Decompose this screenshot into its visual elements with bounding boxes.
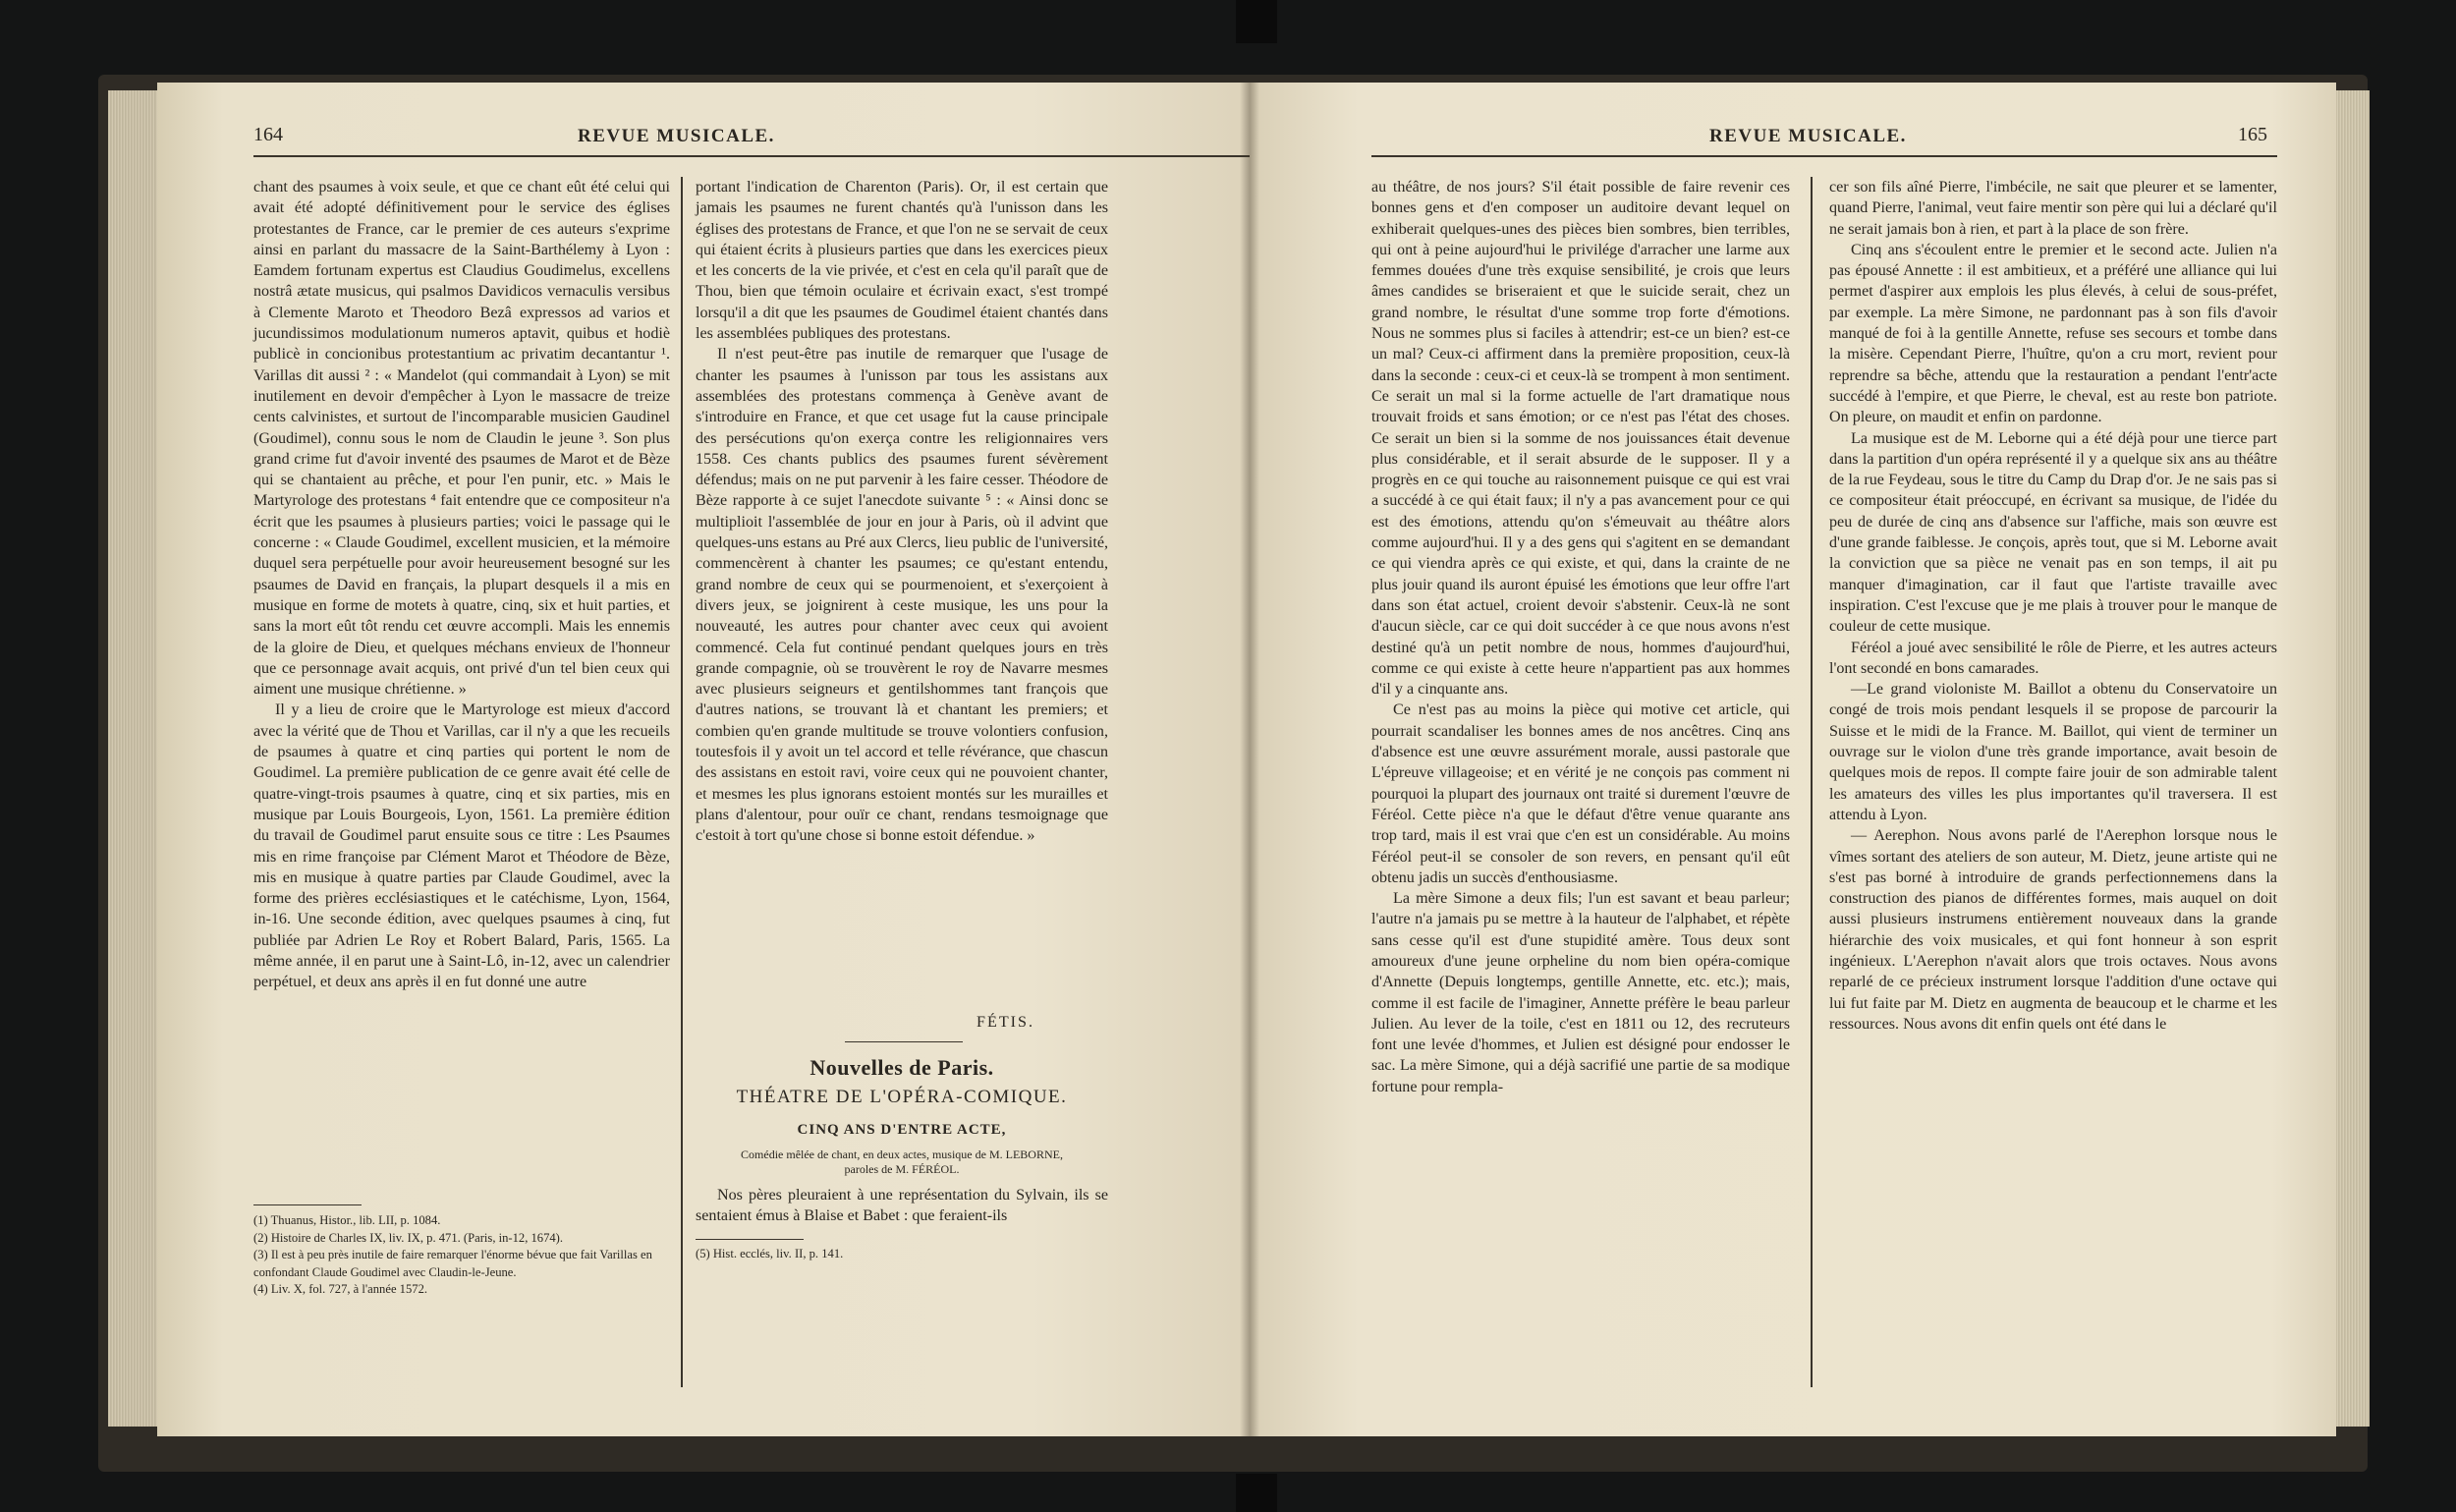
paragraph: portant l'indication de Charenton (Paris). Or, il est certain que jamais les psaumes ne furent chantés qu'à l'unisson dans les églises des protestans de France, et que l'on ne se servait de ceux qui étaient écrits à plusieurs parties que dans les exercices pieux et les concerts de la vie privée, et c'est en cela qu'il paraît que de Thou, bien que témoin oculaire et écrivain exact, s'est trompé lorsqu'il a dit que les psaumes de Goudimel étaient chantés dans les assemblées publiques des protestans.	[696, 179, 1108, 343]
play-title: CINQ ANS D'ENTRE ACTE,	[797, 1122, 1007, 1138]
section-rule	[845, 1041, 963, 1042]
column-divider	[681, 177, 683, 1387]
paragraph: Féréol a joué avec sensibilité le rôle de Pierre, et les autres acteurs l'ont secondé en bons camarades.	[1829, 639, 2277, 677]
paragraph: Il y a lieu de croire que le Martyrologe est mieux d'accord avec la vérité que de Thou et Varillas, car il n'y a que les recueils de psaumes à quatre et cinq parties qui portent le nom de Goudimel. La première publication de ce genre avait été celle de quatre-vingt-trois psaumes à quatre, cinq et six parties, mis en musique par Louis Bourgeois, Lyon, 1561. La première édition du travail de Goudimel parut ensuite sous ce titre : Les Psaumes mis en rime françoise par Clément Marot et Théodore de Bèze, mis en musique à quatre parties par Claude Goudimel, avec la forme des prières ecclésiastiques et le catéchisme, Lyon, 1564, in-16. Une seconde édition, avec quelques psaumes à cinq, fut publiée par Adrien Le Roy et Robert Balard, Paris, 1565. La même année, il en parut une à Saint-Lô, in-12, avec un calendrier perpétuel, et deux ans après il en fut donné une autre	[253, 701, 670, 991]
binder-clip-top	[1236, 0, 1277, 43]
play-description	[696, 1148, 1108, 1177]
paragraph: Ce n'est pas au moins la pièce qui motive cet article, qui pourrait scandaliser les bonnes ames de nos ancêtres. Cinq ans d'absence est une œuvre assurément morale, aussi pastorale que L'épreuve villageoise; et en vérité je ne conçois pas comment ni pourquoi la plupart des journaux ont traité si durement l'œuvre de Féréol. Cette pièce n'a que le défaut d'être venue quarante ans trop tard, mais il est vrai que c'en est un considérable. Au moins Féréol peut-il se consoler de son revers, en pensant qu'il eût obtenu jadis un succès d'enthousiasme.	[1371, 701, 1790, 886]
footnote-col2: (5) Hist. ecclés, liv. II, p. 141.	[696, 1247, 844, 1260]
right-page	[1250, 83, 2336, 1436]
paragraph: —Le grand violoniste M. Baillot a obtenu du Conservatoire un congé de trois mois pendant lesquels il se propose de parcourir la Suisse et le midi de la France. M. Baillot, qui vient de terminer un ouvrage sur le violon d'une très grande importance, avait besoin de quelques mois de repos. Il compte faire jouir de son admirable talent les amateurs des villes les plus importantes qu'il traversera. Il est attendu à Lyon.	[1829, 681, 2277, 823]
column-divider	[1811, 177, 1813, 1387]
paragraph: — Aerephon. Nous avons parlé de l'Aerephon lorsque nous le vîmes sortant des ateliers de son auteur, M. Dietz, jeune artiste qui ne s'est pas borné à introduire de grands perfectionnemens dans la construction des pianos de différentes formes, mais auquel on doit aussi plusieurs instrumens entièrement nouveaux dans la grande hiérarchie des voix musicales, et qui font honneur à son esprit ingénieux. L'Aerephon n'avait alors que trois octaves. Nous avons reparlé de ce précieux instrument lorsque l'addition d'une octave qui lui fut faite par M. Dietz en augmenta de beaucoup et le charme et les ressources. Nous avons dit enfin quels ont été dans le	[1829, 827, 2277, 1033]
paragraph: cer son fils aîné Pierre, l'imbécile, ne sait que pleurer et se lamenter, quand Pierre, l'animal, veut faire mentir son père qui lui a déclaré qu'il ne serait jamais bon à rien, et part à la place de son frère.	[1829, 179, 2277, 238]
page-edges-right	[2330, 90, 2370, 1427]
footnote-rule-2	[696, 1239, 804, 1240]
left-column-1	[253, 177, 670, 993]
column-2-continuation	[696, 1185, 1108, 1227]
running-head: REVUE MUSICALE.	[578, 126, 775, 146]
paragraph: Cinq ans s'écoulent entre le premier et le second acte. Julien n'a pas épousé Annette : il est ambitieux, et a préféré une alliance qui lui permet d'aspirer aux emplois les plus élevés, à celui de sous-préfet, par exemple. La mère Simone, ne pardonnant pas à son fils d'avoir manqué de foi à la gentille Annette, refuse ses secours et tombe dans la misère. Cependant Pierre, l'huître, qu'on a cru mort, revient pour reprendre sa bêche, attendu que la restauration a pendant l'entr'acte succédé à l'empire, et que Pierre, le cheval, est au reste bon patriote. On pleure, on maudit et enfin on pardonne.	[1829, 241, 2277, 426]
section-title: Nouvelles de Paris.	[809, 1055, 994, 1080]
page-number: 164	[253, 124, 283, 145]
signature: FÉTIS.	[977, 1014, 1034, 1031]
play-description-line-2: paroles de M. FÉRÉOL.	[844, 1162, 960, 1176]
header-rule	[1371, 155, 2277, 157]
paragraph: Nos pères pleuraient à une représentation du Sylvain, ils se sentaient émus à Blaise et Babet : que feraient-ils	[696, 1187, 1108, 1225]
right-column-2	[1829, 177, 2277, 1035]
paragraph: La mère Simone a deux fils; l'un est savant et beau parleur; l'autre n'a jamais pu se mettre à la hauteur de l'alphabet, et répète sans cesse qu'il est d'une stupidité amère. Tous deux sont amoureux d'une jeune orpheline du nom bien opéra-comique d'Annette (Depuis longtemps, gentille Annette, etc. etc.); mais, comme il est facile de l'imaginer, Annette préfère le beau parleur Julien. Au lever de la toile, c'est en 1811 ou 12, des recruteurs font une levée d'hommes, et Julien est désigné pour endosser le sac. La mère Simone, qui a déjà sacrifié une partie de sa modique fortune pour rempla-	[1371, 890, 1790, 1095]
page-edges-left	[108, 90, 163, 1427]
footnote: (2) Histoire de Charles IX, liv. IX, p. 471. (Paris, in-12, 1674).	[253, 1230, 564, 1245]
footnote-rule	[253, 1204, 362, 1205]
footnotes	[253, 1212, 670, 1299]
paragraph: La musique est de M. Leborne qui a été déjà pour une tierce part dans la partition d'un opéra représenté il y a quelque six ans au théâtre de la rue Feydeau, sous le titre du Camp du Drap d'or. Je ne sais pas si ce compositeur était préoccupé, en écrivant sa musique, de l'idée du peu de durée de cinq ans d'absence sur l'affiche, mais son œuvre est d'une grande faiblesse. Je conçois, après tout, que si M. Leborne avait la conviction que sa pièce ne venait pas en son temps, il ait pu manquer d'imagination, car il faut que l'artiste travaille avec inspiration. C'est l'excuse que je me plais à trouver pour le manque de couleur de cette musique.	[1829, 429, 2277, 636]
left-column-2	[696, 177, 1108, 847]
paragraph: Il n'est peut-être pas inutile de remarquer que l'usage de chanter les psaumes à l'unisson par tous les assistans aux assemblées des protestans commença à Genève avant de s'introduire en France, et que cet usage fut la cause principale des persécutions qu'on exerça contre les religionnaires vers 1558. Ces chants publics des psaumes furent sévèrement défendus; mais on ne put parvenir à les faire cesser. Théodore de Bèze rapporte à ce sujet l'anecdote suivante ⁵ : « Ainsi donc se multiplioit l'assemblée de jour en jour à Paris, où il advint que quelques-uns estans au Pré aux Clercs, lieu public de l'université, commencèrent à chanter les psaumes; ce qu'estant entendu, grand nombre de ceux qui se pourmenoient, et s'exerçoient à divers jeux, se joignirent à ceste musique, les uns pour la nouveauté, les autres pour chanter avec ceux qui avoient commencé. Cela fut continué pendant quelques jours en très grande compagnie, où se trouvèrent le roy de Navarre mesmes avec plusieurs seigneurs et gentilshommes tant françois que d'autres nations, se trouvant là et chantant les premiers; et combien qu'en grande multitude se trouve volontiers confusion, toutesfois il y avoit un tel accord et telle révérance, que chascun des assistans en estoit ravi, voire ceux qui ne pouvoient chanter, et mesmes les plus ignorans estoient montés sur les murailles et plans d'alentour, pour ouïr ce chant, rendans tesmoignage que c'estoit à tort qu'une chose si bonne estoit défendue. »	[696, 346, 1108, 845]
header-rule	[253, 155, 1250, 157]
play-description-line-1: Comédie mêlée de chant, en deux actes, musique de M. LEBORNE,	[741, 1148, 1063, 1161]
right-column-1	[1371, 177, 1790, 1097]
running-head: REVUE MUSICALE.	[1709, 126, 1907, 146]
left-page	[157, 83, 1250, 1436]
footnote: (1) Thuanus, Histor., lib. LII, p. 1084.	[253, 1213, 441, 1227]
gutter-shadow	[1240, 83, 1259, 1436]
binder-clip-bottom	[1236, 1474, 1277, 1512]
footnote: (3) Il est à peu près inutile de faire remarquer l'énorme bévue que fait Varillas en confondant Claude Goudimel avec Claudin-le-Jeune.	[253, 1248, 652, 1279]
paragraph: chant des psaumes à voix seule, et que ce chant eût été celui qui avait été adopté définitivement pour le service des églises protestantes de France, car le premier de ces auteurs s'exprime ainsi en parlant du massacre de la Saint-Barthélemy à Lyon : Eamdem fortunam expertus est Claudius Goudimelus, excellens nostrâ ætate musicus, qui psalmos Davidicos vernaculis versibus à Clemente Maroto et Theodoro Bezâ expressos ad varios et jucundissimos modulationum numeros aptavit, quibus et hodiè publicè in concionibus protestantium ac privatim decantantur ¹. Varillas dit aussi ² : « Mandelot (qui commandait à Lyon) se mit inutilement en devoir d'empêcher à Lyon le massacre de treize cents calvinistes, et surtout de l'incomparable musicien Gaudinel (Goudimel), connu sous le nom de Claudin le jeune ³. Son plus grand crime fut d'avoir inventé des psaumes de Marot et de Bèze qui se chantaient au prêche, et pour l'en punir, etc. » Mais le Martyrologe des protestans ⁴ fait entendre que ce compositeur n'a écrit que les psaumes à plusieurs parties; voici le passage qui le concerne : « Claude Goudimel, excellent musicien, et la mémoire duquel sera perpétuelle pour avoir heureusement besogné sur les psaumes de David en français, la plupart desquels il a mis en musique en forme de motets à quatre, cinq, six et huit parties, et sans la mort eût tôt rendu cet œuvre accompli. Mais les ennemis de la gloire de Dieu, et quelques méchans envieux de l'honneur que ce personnage avait acquis, ont privé d'un tel bien ceux qui aiment une musique chrétienne. »	[253, 179, 670, 699]
footnote: (4) Liv. X, fol. 727, à l'année 1572.	[253, 1282, 428, 1296]
page-number: 165	[2238, 124, 2267, 145]
theatre-heading: THÉATRE DE L'OPÉRA-COMIQUE.	[736, 1087, 1068, 1107]
paragraph: au théâtre, de nos jours? S'il était possible de faire revenir ces bonnes gens et d'en composer un auditoire devant lequel on exhiberait quelques-unes des pièces bien sombres, bien terribles, qui ont à peine aujourd'hui le privilége d'arracher une larme aux femmes douées d'une très exquise sensibilité, je crois que leurs âmes candides se briseraient et que le suicide serait, chez un grand nombre, le résultat d'une somme trop forte d'émotions. Nous ne sommes plus si faciles à attendrir; est-ce un bien? est-ce un mal? Ceux-ci affirment dans la première proposition, ceux-là dans la seconde : ceux-ci et ceux-là se trompent à mon sentiment. Ce serait un mal si la forme actuelle de l'art dramatique nous trouvait froids et sans émotion; or ce n'est pas l'état des choses. Ce serait un bien si la somme de nos jouissances était devenue plus considérable, et il serait absurde de le supposer. Il y a progrès en ce qui touche au raisonnement puisque ce qui est vrai a succédé à ce qui était faux; il n'y a pas avancement pour ce qui est des émotions, attendu qu'on s'émeuvait au théâtre alors comme aujourd'hui. Il y a des gens qui s'agitent en se demandant ce qui viendra après ce qui existe, et qui, dans la crainte de ne plus jouir quand ils auront épuisé les émotions que leur offre l'art dans son état actuel, croient devoir s'abstenir. Ceux-là ne sont d'aucun siècle, car ce qui doit succéder à ce que nous avons n'est destiné qu'à un petit nombre de nous, hommes d'aujourd'hui, comme ce qui existe à cette heure n'appartient pas aux hommes d'il y a cinquante ans.	[1371, 179, 1790, 699]
